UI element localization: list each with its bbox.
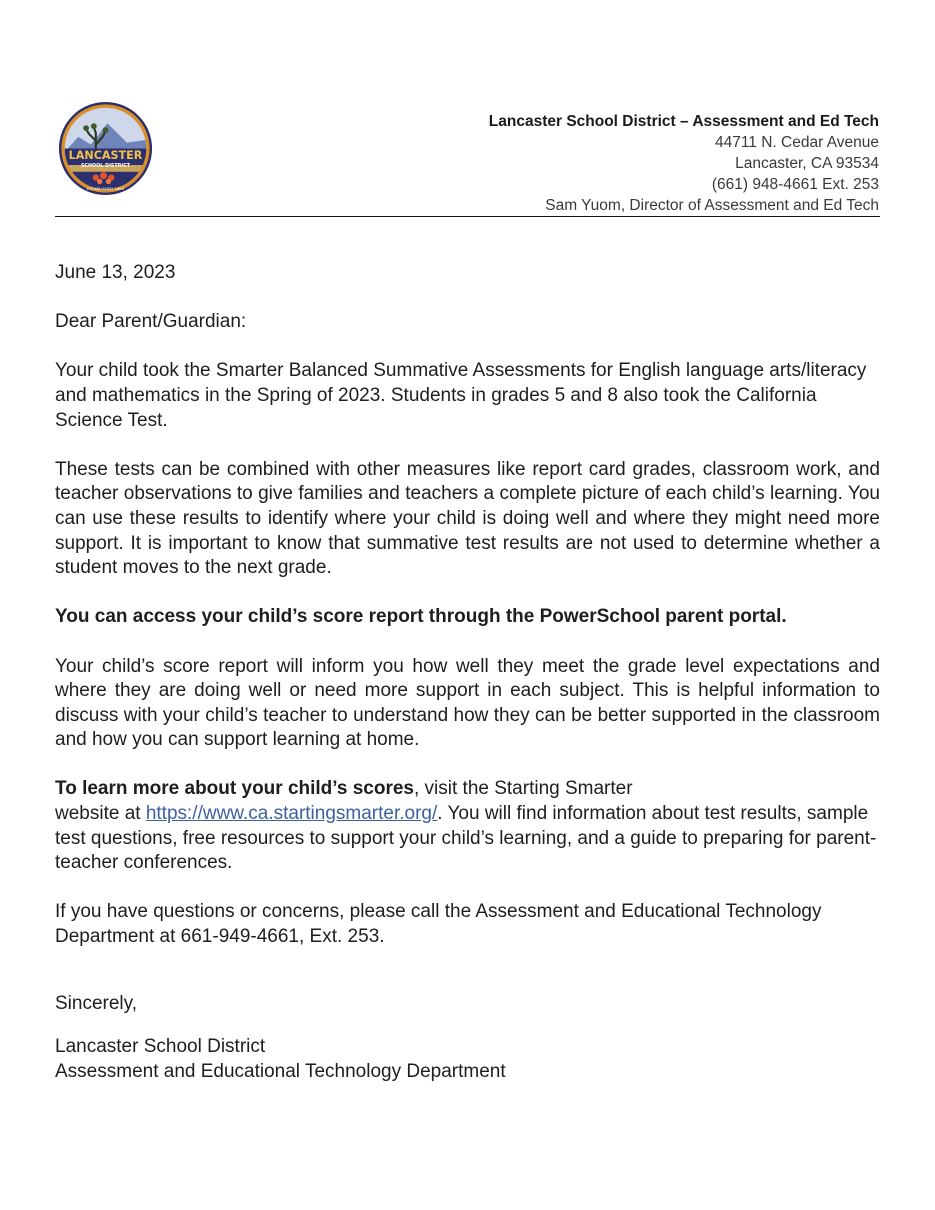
org-name: Lancaster School District – Assessment and Ed Tech bbox=[488, 113, 879, 130]
letter-greeting: Dear Parent/Guardian: bbox=[55, 311, 247, 333]
letter-closing: Sincerely, bbox=[55, 992, 138, 1014]
starting-smarter-link[interactable]: https://www.ca.startingsmarter.org/ bbox=[145, 803, 438, 825]
paragraph-assessments: Your child took the Smarter Balanced Summative Assessments for English language arts/literacy and mathematics in the Spring of 2023. Students in grades 5 and 8 also took the California Science Test. bbox=[55, 360, 867, 431]
paragraph-contact: If you have questions or concerns, please call the Assessment and Educational Technology Department at 661-949-4661, Ext. 253. bbox=[55, 901, 822, 948]
letterhead-address-block bbox=[489, 111, 879, 216]
signature-line-2: Assessment and Educational Technology Department bbox=[55, 1060, 506, 1082]
paragraph-score-report: Your child’s score report will inform you how well they meet the grade level expectations and where they are doing well or need more support in each subject. This is helpful information to discuss with your child’s teacher to understand how they can be better supported in the classroom and how you can support learning at home. bbox=[55, 655, 880, 751]
address-line-1: 44711 N. Cedar Avenue bbox=[714, 134, 879, 151]
learn-more-text-c: . You will find information about test results, sample test questions, free resources to support your child’s learning, and a guide to preparing for parent-teacher conferences. bbox=[55, 803, 877, 874]
phone-number: (661) 948-4661 Ext. 253 bbox=[711, 176, 879, 193]
logo-name-text: LANCASTER bbox=[68, 149, 143, 163]
district-logo bbox=[57, 100, 154, 197]
director-name: Sam Yuom, Director of Assessment and Ed Tech bbox=[545, 197, 879, 214]
letter-date: June 13, 2023 bbox=[55, 262, 176, 283]
logo-sub-text: SCHOOL DISTRICT bbox=[80, 162, 131, 169]
signature-line-1: Lancaster School District bbox=[55, 1036, 266, 1058]
logo-established-text: ESTABLISHED 1884 bbox=[86, 186, 125, 192]
learn-more-text-b: website at bbox=[55, 803, 146, 825]
paragraph-measures: These tests can be combined with other measures like report card grades, classroom work, and teacher observations to give families and teachers a complete picture of each child’s learning. You can use these results to identify where your child is doing well and where they might need more support. It is important to know that summative test results are not used to determine whether a student moves to the next grade. bbox=[55, 458, 880, 579]
letterhead-divider bbox=[55, 216, 880, 217]
learn-more-text-a: , visit the Starting Smarter bbox=[413, 778, 633, 800]
learn-more-heading: To learn more about your child’s scores bbox=[55, 778, 414, 800]
district-seal-icon bbox=[57, 100, 154, 197]
address-line-2: Lancaster, CA 93534 bbox=[735, 155, 879, 172]
paragraph-learn-more bbox=[55, 777, 880, 875]
letter-body bbox=[55, 261, 880, 1084]
paragraph-portal-access: You can access your child’s score report through the PowerSchool parent portal. bbox=[55, 606, 787, 628]
